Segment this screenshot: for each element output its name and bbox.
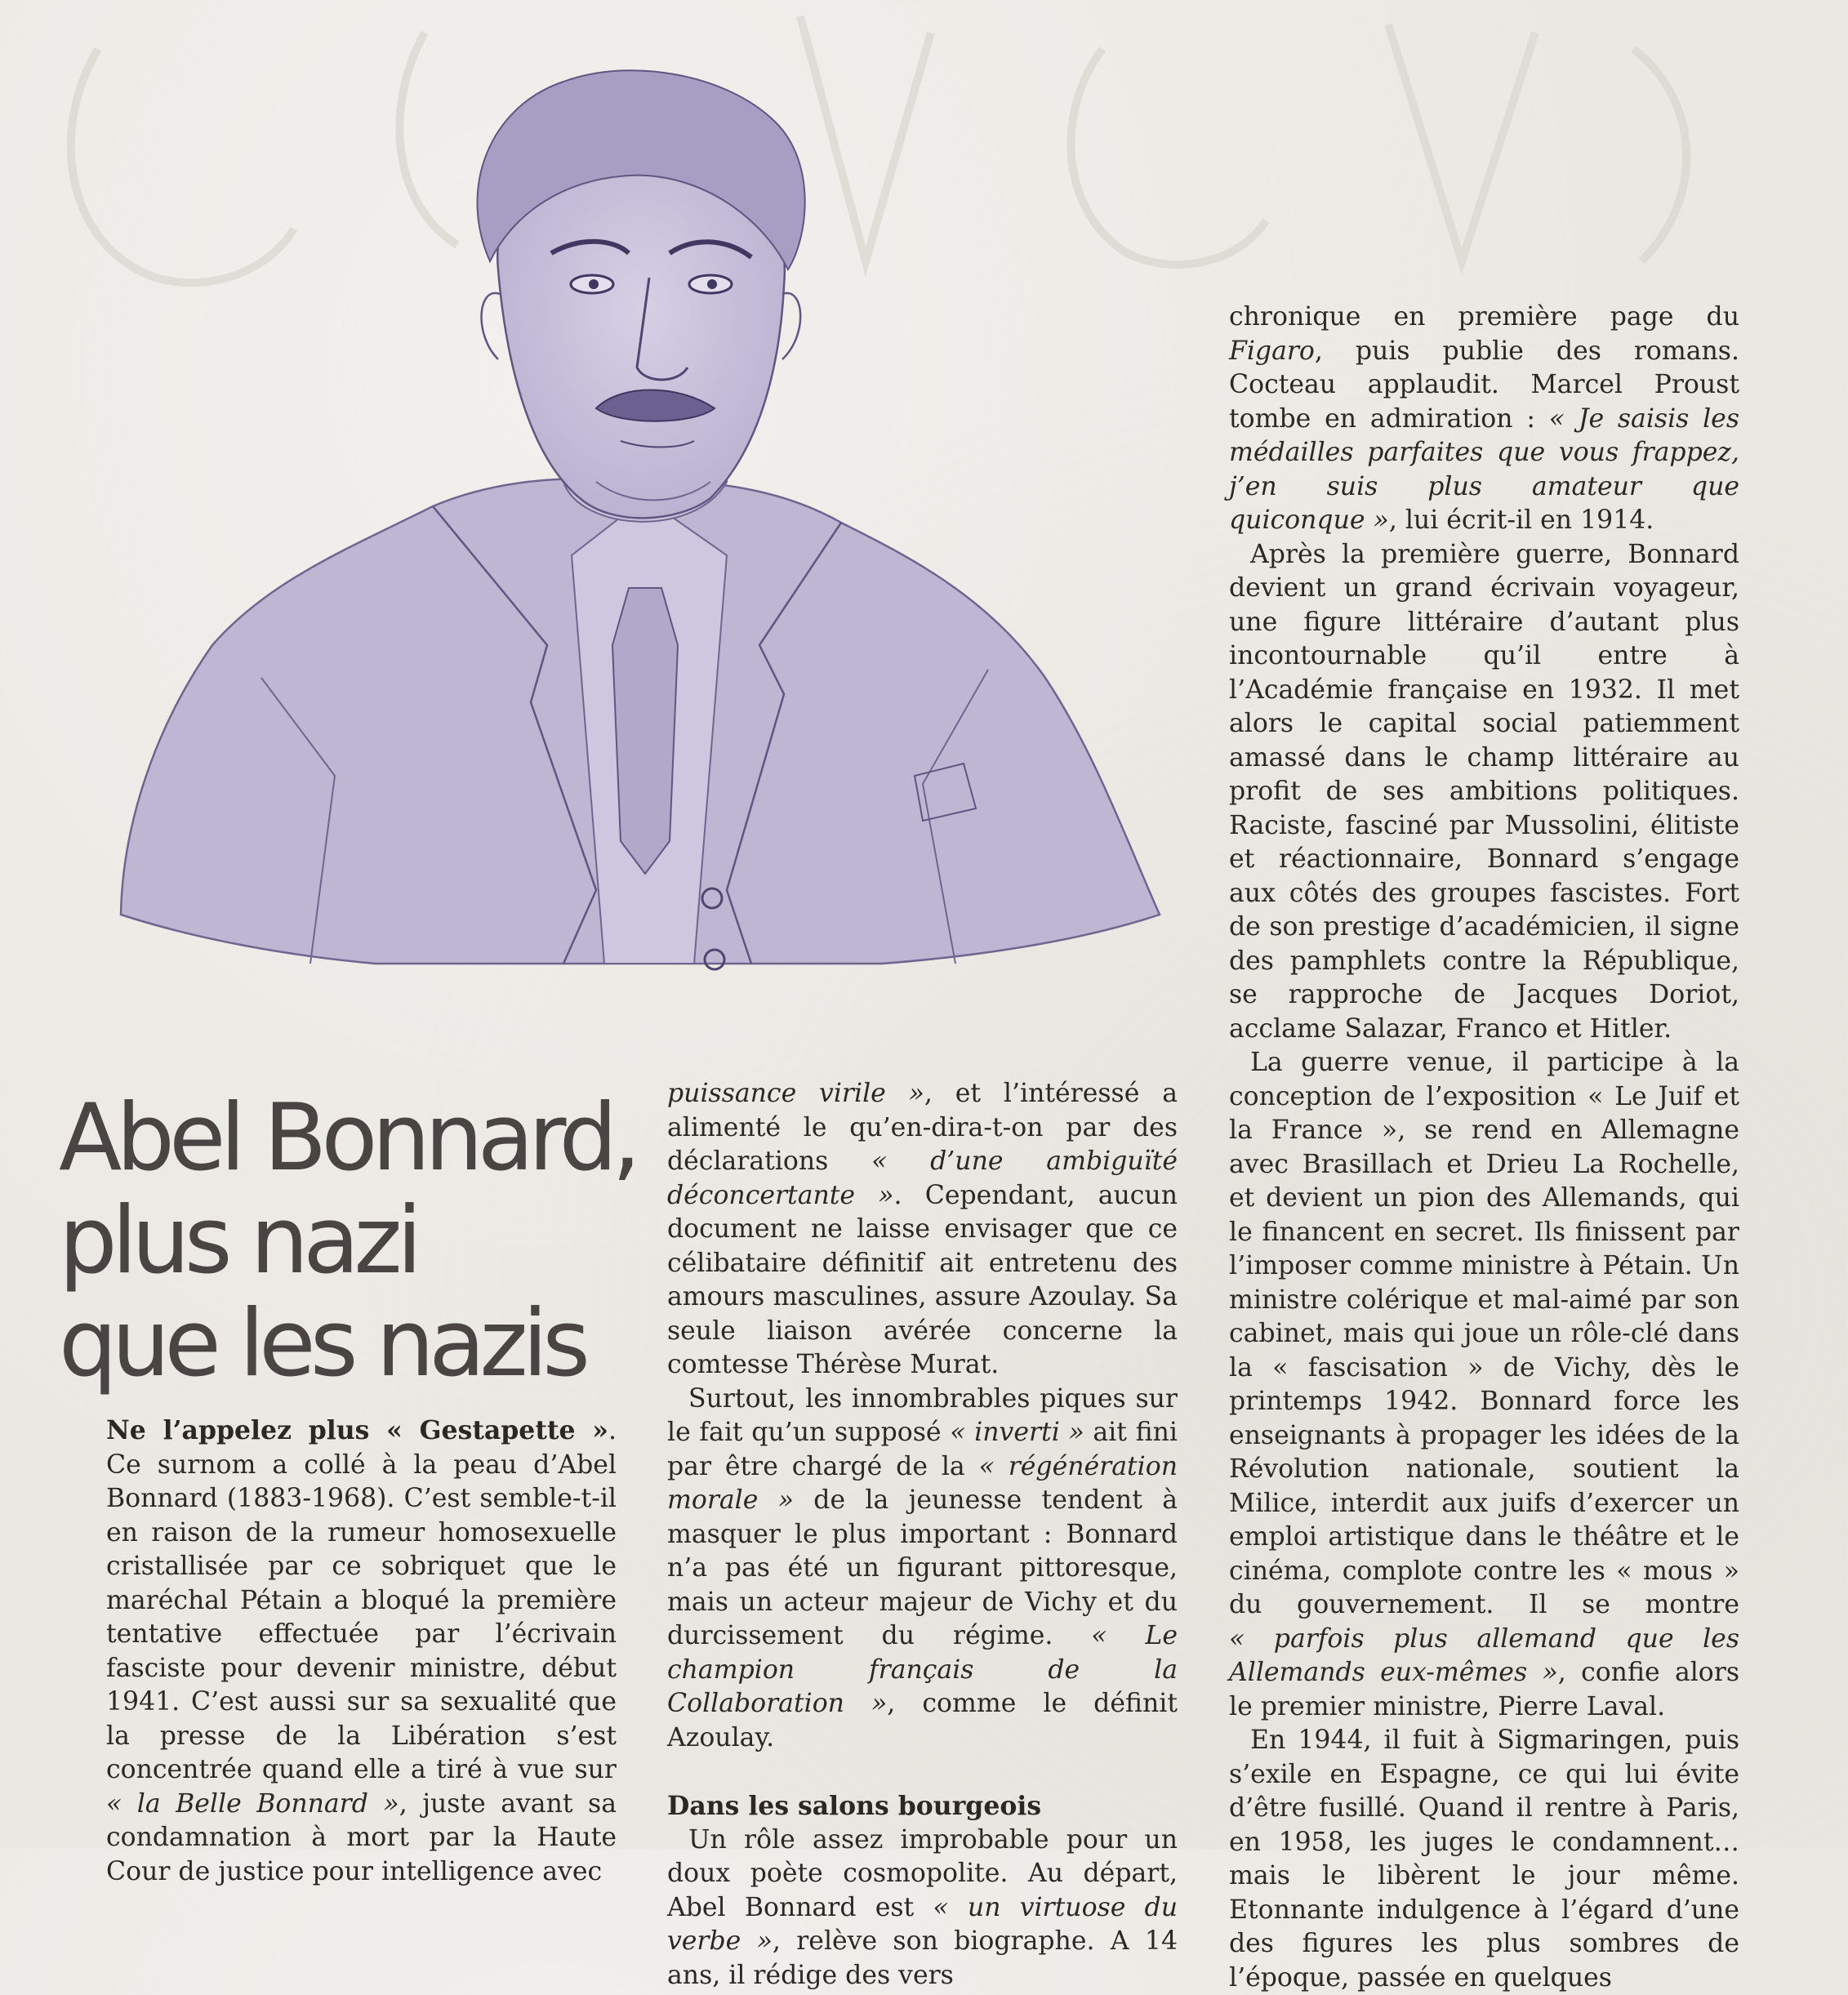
portrait-illustration (106, 24, 1168, 1021)
section-subhead: Dans les salons bourgeois (667, 1791, 1042, 1821)
text-run: chronique en première page du (1229, 302, 1739, 332)
text-run: Figaro (1229, 336, 1315, 366)
paragraph (667, 1383, 1178, 1756)
text-run: ait fini par être chargé de la (667, 1418, 1178, 1481)
text-run: , comme le définit Azoulay. (667, 1689, 1178, 1752)
text-run: de la jeunesse tendent à masquer le plus important : Bonnard n’a pas été un figurant pittoresque, mais un acteur majeur de Vichy et du durcissement du régime. (667, 1485, 1178, 1650)
text-run: « parfois plus allemand que les Allemands eux-mêmes » (1229, 1623, 1739, 1687)
paragraph (1229, 538, 1739, 1047)
paragraph (1229, 301, 1739, 538)
paragraph (1229, 1046, 1739, 1724)
text-run: Un rôle assez improbable pour un doux poète cosmopolite. Au départ, Abel Bonnard est (667, 1824, 1178, 1922)
text-column-1 (106, 1414, 617, 1889)
text-run: « d’une ambiguïté déconcertante » (667, 1147, 1178, 1210)
text-run: . Ce surnom a collé à la peau d’Abel Bonnard (1883-1968). C’est semble-t-il en raison de la rumeur homosexuelle cristallisée par ce sobriquet que le maréchal Pétain a bloqué la première tentative effectuée par l’écrivain fasciste pour devenir ministre, début 1941. C’est aussi sur sa sexualité que la presse de la Libération s’est concentrée quand elle a tiré à vue sur (106, 1416, 617, 1784)
text-run: Après la première guerre, Bonnard devient un grand écrivain voyageur, une figure littéraire d’autant plus incontournable qu’il entre à l’Académie française en 1932. Il met alors le capital social patiemment amassé dans le champ littéraire au profit de ses ambitions politiques. Raciste, fasciné par Mussolini, élitiste et réactionnaire, Bonnard s’engage aux côtés des groupes fascistes. Fort de son prestige d’académicien, il signe des pamphlets contre la République, se rapproche de Jacques Doriot, acclame Salazar, Franco et Hitler. (1229, 539, 1739, 1044)
tie-shape (612, 588, 678, 874)
headline-line: que les nazis (59, 1289, 585, 1397)
paragraph (106, 1414, 617, 1889)
text-run: « Le champion français de la Collaboration » (667, 1621, 1178, 1718)
text-run: , et l’intéressé a alimenté le qu’en-dira-t-on par des déclarations (667, 1079, 1178, 1176)
text-run: « régénération morale » (667, 1451, 1178, 1515)
text-run: . Cependant, aucun document ne laisse envisager que ce célibataire définitif ait entretenu des amours masculines, assure Azoulay. Sa seule liaison avérée concerne la comtesse Thérèse Murat. (667, 1180, 1178, 1379)
text-run: , puis publie des romans. Cocteau applaudit. Marcel Proust tombe en admiration : (1229, 336, 1739, 434)
text-run: , confie alors le premier ministre, Pierre Laval. (1229, 1658, 1739, 1721)
text-run: Ne l’appelez plus « Gestapette » (106, 1415, 608, 1445)
text-run: , lui écrit-il en 1914. (1388, 505, 1654, 535)
text-run: Surtout, les innombrables piques sur le fait qu’un supposé (667, 1383, 1178, 1447)
text-run: « la Belle Bonnard » (106, 1788, 399, 1819)
headline-line: plus nazi (59, 1187, 417, 1294)
text-run: « un virtuose du verbe » (667, 1892, 1178, 1956)
paragraph (667, 1077, 1178, 1383)
text-run: , relève son biographe. A 14 ans, il rédige des vers (667, 1926, 1178, 1990)
text-run: « inverti » (950, 1418, 1084, 1447)
text-run: La guerre venue, il participe à la conception de l’exposition « Le Juif et la France », se rend en Allemagne avec Brasillach et Drieu La Rochelle, et devient un pion des Allemands, qui le financent en secret. Ils finissent par l’imposer comme ministre à Pétain. Un ministre colérique et mal-aimé par son cabinet, mais qui joue un rôle-clé dans la « fascisation » de Vichy, dès le printemps 1942. Bonnard force les enseignants à propager les idées de la Révolution nationale, soutient la Milice, interdit aux juifs d’exercer un emploi artistique dans le théâtre et le cinéma, complote contre les « mous » du gouvernement. Il se montre (1229, 1048, 1739, 1619)
text-run: « Je saisis les médailles parfaites que vous frappez, j’en suis plus amateur que quiconque » (1229, 403, 1739, 535)
text-run: En 1944, il fuit à Sigmaringen, puis s’exile en Espagne, ce qui lui évite d’être fusillé. Quand il rentre à Paris, en 1958, les juges le condamnent… mais le libèrent le jour même. Etonnante indulgence à l’égard d’une des figures les plus sombres de l’époque, passée en quelques (1229, 1726, 1739, 1993)
text-column-2 (667, 1077, 1178, 1993)
headline-line: Abel Bonnard, (59, 1084, 636, 1191)
text-column-3 (1229, 301, 1739, 1995)
text-run: puissance virile » (667, 1079, 924, 1108)
text-run: , juste avant sa condamnation à mort par la Haute Cour de justice pour intelligence avec (106, 1788, 617, 1886)
paragraph (1229, 1724, 1739, 1995)
article-headline (59, 1084, 636, 1397)
